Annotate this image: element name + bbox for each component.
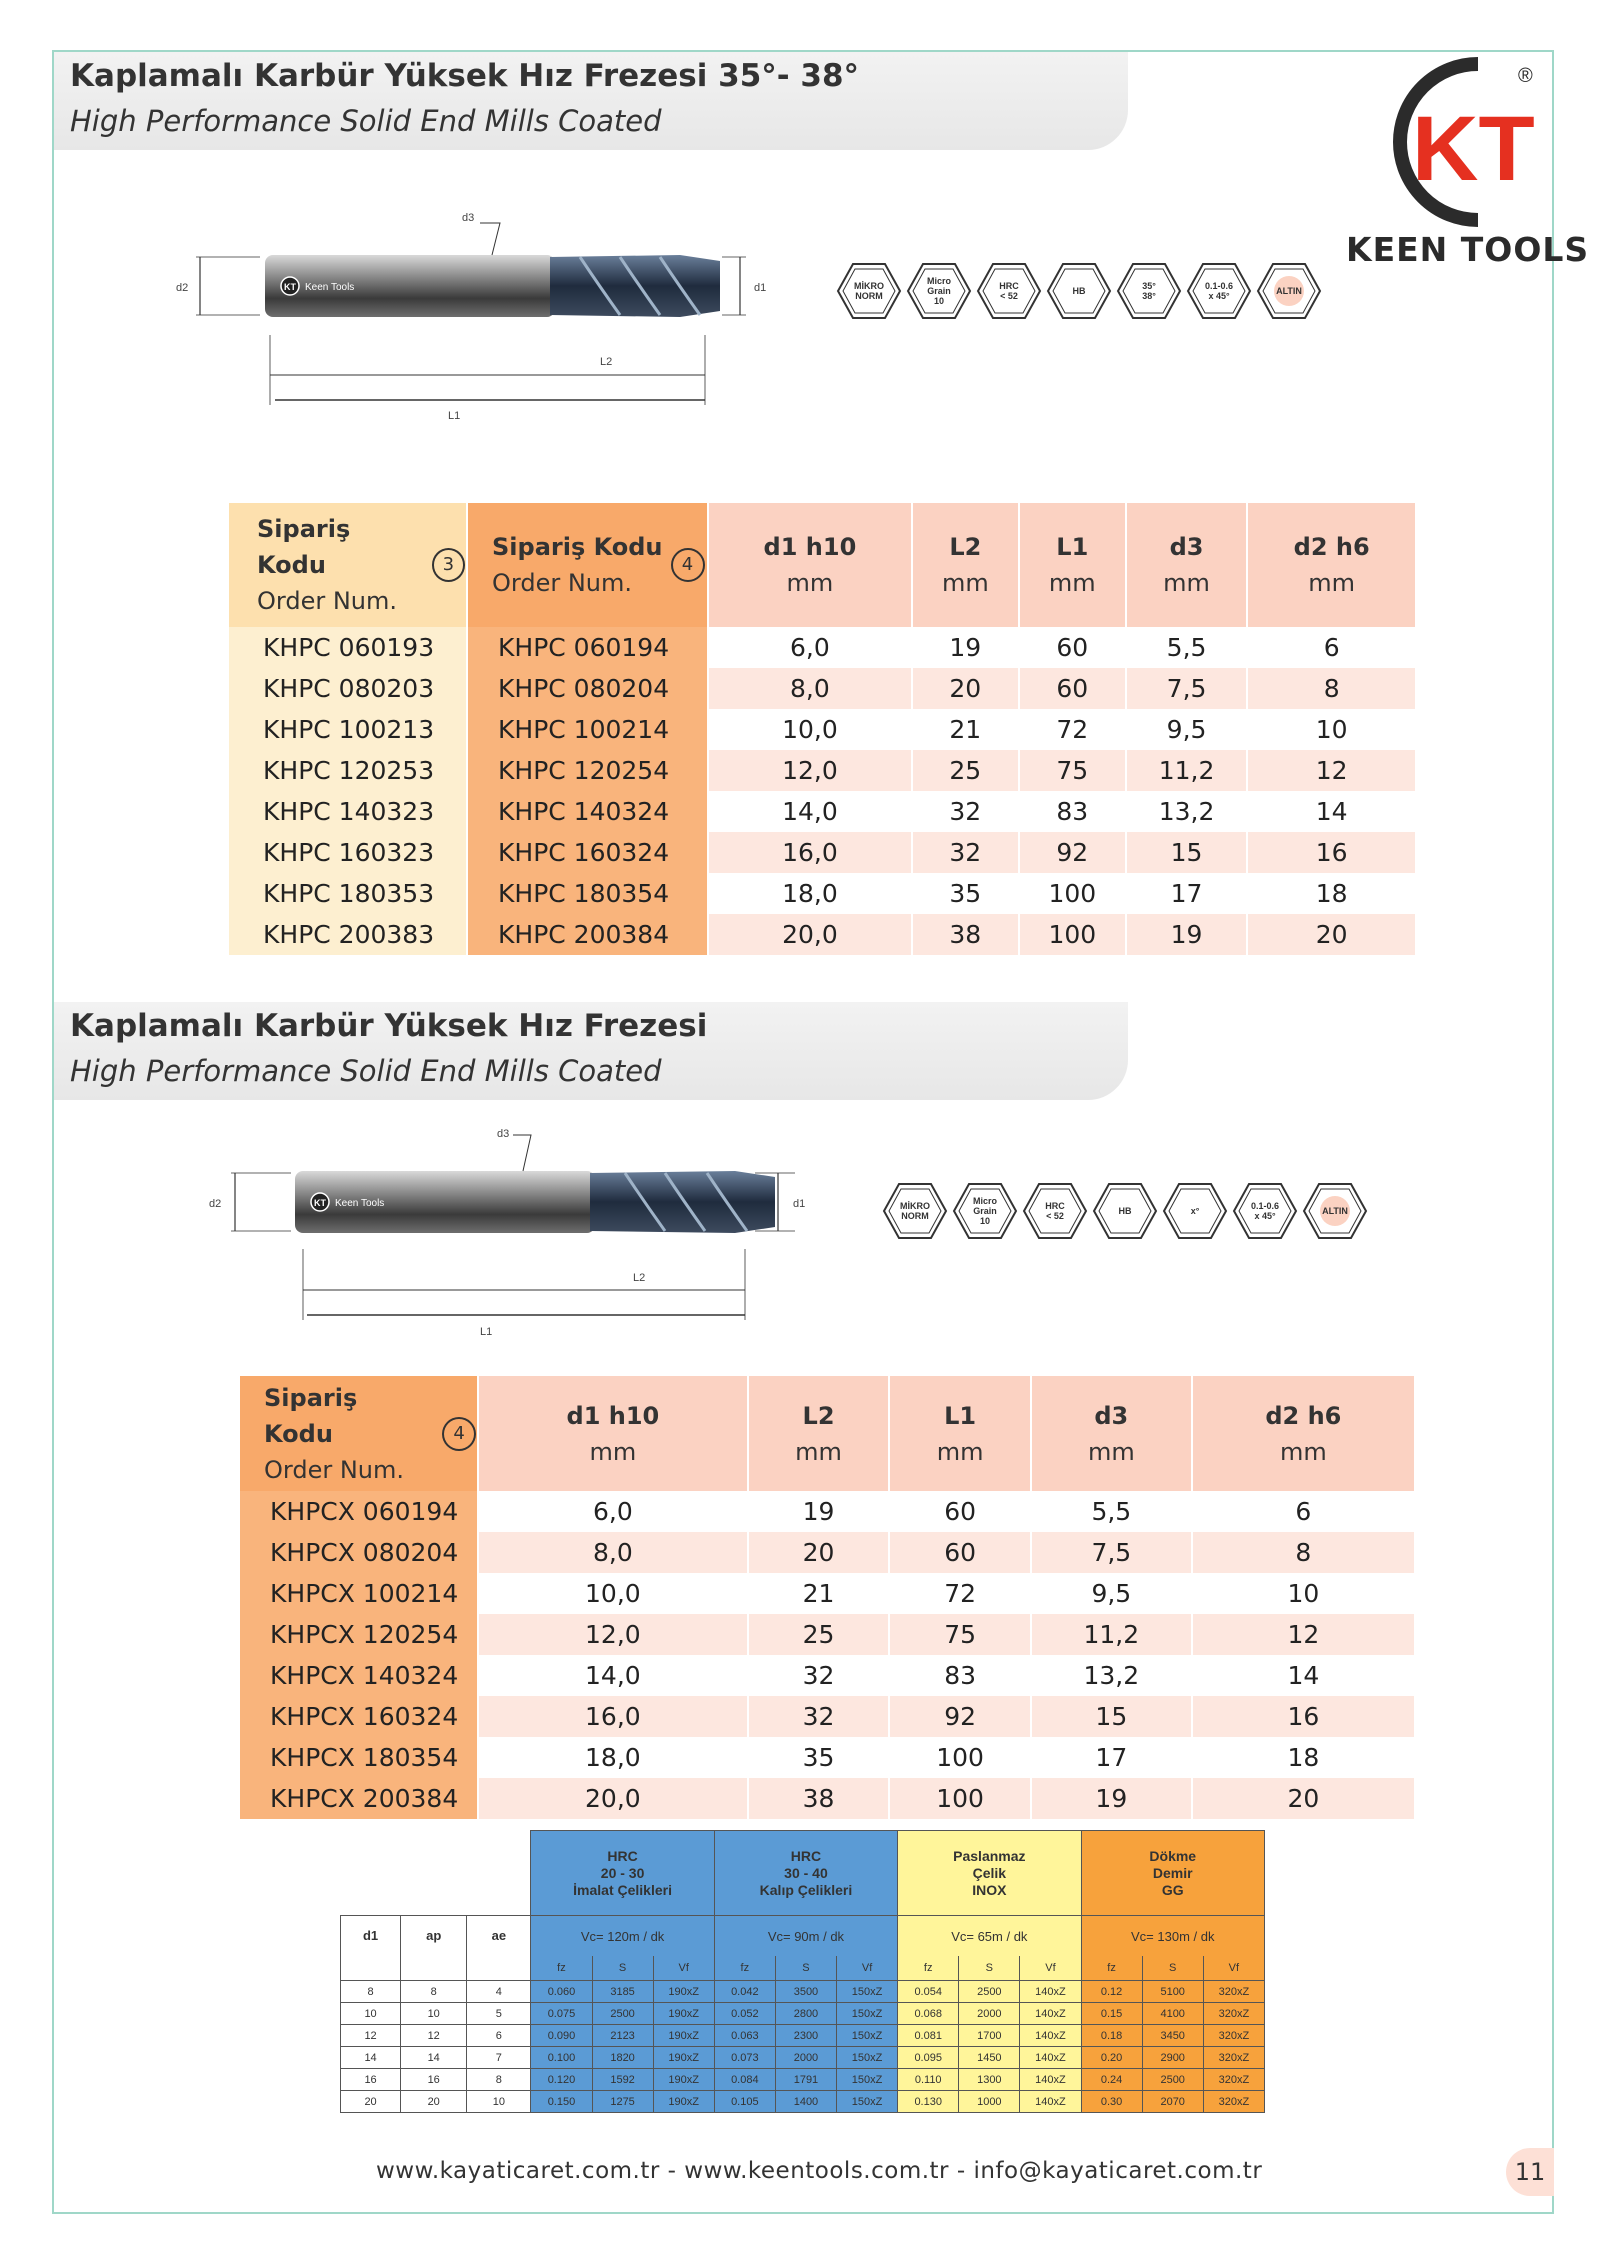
- section1-label-d1: d1: [754, 282, 767, 294]
- section2-icon-3: HB: [1092, 1182, 1158, 1240]
- cut-cell: 320xZ: [1203, 1981, 1264, 2003]
- cut-cell: 8: [341, 1981, 401, 2003]
- cut-cell: 4: [467, 1981, 531, 2003]
- section2-order-code: KHPCX 080204: [240, 1532, 478, 1573]
- section1-dimension-value: 14,0: [708, 791, 912, 832]
- brand-name: KEEN TOOLS: [1346, 230, 1590, 269]
- logo-monogram: KT: [1412, 98, 1535, 200]
- section1-order-code: KHPC 100213: [229, 709, 467, 750]
- cut-cell: 140xZ: [1020, 2025, 1081, 2047]
- section2-title-band: [54, 1002, 1128, 1100]
- cut-cell: 2000: [775, 2047, 836, 2069]
- section2-dimension-value: 12: [1192, 1614, 1415, 1655]
- section1-order-code: KHPC 120253: [229, 750, 467, 791]
- cut-subheader: S: [775, 1956, 836, 1981]
- section1-shank-text: Keen Tools: [305, 282, 355, 293]
- cut-cell: 10: [341, 2003, 401, 2025]
- section1-icon-3: HB: [1046, 262, 1112, 320]
- cut-subheader: S: [592, 1956, 653, 1981]
- section2-dimension-value: 17: [1031, 1737, 1192, 1778]
- section2-table-row: [240, 1655, 1415, 1696]
- cut-cell: 0.063: [714, 2025, 775, 2047]
- cut-cell: 0.100: [531, 2047, 592, 2069]
- section2-header-d3: d3 mm: [1031, 1376, 1192, 1491]
- section1-header-d3: d3 mm: [1126, 503, 1248, 627]
- section1-header-d2: d2 h6 mm: [1247, 503, 1416, 627]
- section2-dimension-value: 92: [889, 1696, 1031, 1737]
- cut-subheader: Vf: [653, 1956, 714, 1981]
- cut-cell: 1300: [959, 2069, 1020, 2091]
- section1-dimension-value: 16: [1247, 832, 1416, 873]
- section1-dimension-value: 6,0: [708, 627, 912, 668]
- cut-cell: 2500: [1142, 2069, 1203, 2091]
- section2-dimension-value: 8,0: [478, 1532, 748, 1573]
- section1-icon-2: HRC < 52: [976, 262, 1042, 320]
- cut-cell: 0.15: [1081, 2003, 1142, 2025]
- section2-dimension-value: 18,0: [478, 1737, 748, 1778]
- section2-dimension-value: 19: [748, 1491, 890, 1532]
- section1-dimension-value: 19: [1126, 914, 1248, 955]
- cut-cell: 0.068: [898, 2003, 959, 2025]
- section1-dimension-value: 8: [1247, 668, 1416, 709]
- cut-cell: 12: [401, 2025, 467, 2047]
- cut-cell: 0.090: [531, 2025, 592, 2047]
- section2-dimension-value: 8: [1192, 1532, 1415, 1573]
- cut-cell: 0.054: [898, 1981, 959, 2003]
- section1-dimension-value: 83: [1019, 791, 1126, 832]
- section2-dimension-value: 35: [748, 1737, 890, 1778]
- section1-label-L1: L1: [448, 410, 461, 422]
- section1-dimension-value: 75: [1019, 750, 1126, 791]
- cut-group-4: Dökme Demir GG: [1081, 1831, 1264, 1916]
- cut-cell: 0.130: [898, 2091, 959, 2113]
- section1-order-code: KHPC 080203: [229, 668, 467, 709]
- section1-dimension-value: 17: [1126, 873, 1248, 914]
- section1-header-L2: L2 mm: [912, 503, 1019, 627]
- section2-dimension-value: 21: [748, 1573, 890, 1614]
- cut-cell: 16: [401, 2069, 467, 2091]
- section1-label-d3: d3: [462, 212, 475, 224]
- cut-cell: 140xZ: [1020, 2003, 1081, 2025]
- section2-dimension-value: 32: [748, 1655, 890, 1696]
- section2-order-code: KHPCX 120254: [240, 1614, 478, 1655]
- section1-order-code: KHPC 060194: [467, 627, 708, 668]
- section2-dimension-value: 83: [889, 1655, 1031, 1696]
- cut-cell: 0.150: [531, 2091, 592, 2113]
- section1-dimension-value: 20: [912, 668, 1019, 709]
- section2-tool-drawing: [195, 1125, 815, 1350]
- section2-dimension-value: 20,0: [478, 1778, 748, 1819]
- section1-dimension-value: 20,0: [708, 914, 912, 955]
- section2-dimension-value: 16,0: [478, 1696, 748, 1737]
- section2-table-row: [240, 1532, 1415, 1573]
- section1-order-code: KHPC 060193: [229, 627, 467, 668]
- section1-dimension-value: 20: [1247, 914, 1416, 955]
- section2-dimension-value: 12,0: [478, 1614, 748, 1655]
- section1-dimension-value: 10,0: [708, 709, 912, 750]
- section1-dimension-value: 15: [1126, 832, 1248, 873]
- section1-dimension-value: 25: [912, 750, 1019, 791]
- cut-group-3: Paslanmaz Çelik INOX: [898, 1831, 1081, 1916]
- section1-icon-6: ALTIN: [1256, 262, 1322, 320]
- section2-dimension-value: 14,0: [478, 1655, 748, 1696]
- cut-cell: 6: [467, 2025, 531, 2047]
- section1-dimension-value: 7,5: [1126, 668, 1248, 709]
- cut-cell: 0.052: [714, 2003, 775, 2025]
- cut-cell: 4100: [1142, 2003, 1203, 2025]
- cut-cell: 3185: [592, 1981, 653, 2003]
- cut-cell: 140xZ: [1020, 2069, 1081, 2091]
- section2-label-L2: L2: [633, 1272, 646, 1284]
- section1-dimension-value: 6: [1247, 627, 1416, 668]
- footer-contact: www.kayaticaret.com.tr - www.keentools.com.tr - info@kayaticaret.com.tr: [376, 2158, 1263, 2184]
- cut-vc-4: Vc= 130m / dk: [1081, 1916, 1264, 1957]
- section2-order-code: KHPCX 140324: [240, 1655, 478, 1696]
- svg-text:KT: KT: [314, 1198, 326, 1208]
- cut-cell: 2800: [775, 2003, 836, 2025]
- section2-icon-1: Micro Grain 10: [952, 1182, 1018, 1240]
- section2-dimension-value: 75: [889, 1614, 1031, 1655]
- cut-cell: 10: [401, 2003, 467, 2025]
- cut-cell: 190xZ: [653, 2047, 714, 2069]
- section1-order-code: KHPC 100214: [467, 709, 708, 750]
- section2-icon-2: HRC < 52: [1022, 1182, 1088, 1240]
- section1-dimension-value: 12,0: [708, 750, 912, 791]
- cut-cell: 0.120: [531, 2069, 592, 2091]
- cut-cell: 14: [401, 2047, 467, 2069]
- cut-cell: 2123: [592, 2025, 653, 2047]
- section1-dimension-value: 21: [912, 709, 1019, 750]
- section1-icon-5: 0.1-0.6 x 45°: [1186, 262, 1252, 320]
- cut-cell: 20: [341, 2091, 401, 2113]
- cut-cell: 10: [467, 2091, 531, 2113]
- cut-cell: 190xZ: [653, 2025, 714, 2047]
- cut-cell: 150xZ: [837, 2047, 898, 2069]
- cut-cell: 1450: [959, 2047, 1020, 2069]
- section1-table-row: [229, 914, 1416, 955]
- section2-dimension-value: 20: [1192, 1778, 1415, 1819]
- cut-subheader: fz: [714, 1956, 775, 1981]
- cut-cell: 2500: [959, 1981, 1020, 2003]
- section1-order-code: KHPC 180354: [467, 873, 708, 914]
- section2-dimension-value: 25: [748, 1614, 890, 1655]
- section2-header-code: Sipariş Kodu Order Num. 4: [240, 1376, 478, 1491]
- section2-label-d3: d3: [497, 1128, 510, 1140]
- section1-dimension-value: 72: [1019, 709, 1126, 750]
- section1-dimension-value: 32: [912, 791, 1019, 832]
- cut-cell: 150xZ: [837, 2025, 898, 2047]
- cut-cell: 150xZ: [837, 2069, 898, 2091]
- section1-dimension-value: 19: [912, 627, 1019, 668]
- cut-cell: 150xZ: [837, 2091, 898, 2113]
- section1-dimension-value: 92: [1019, 832, 1126, 873]
- section1-header-L1: L1 mm: [1019, 503, 1126, 627]
- section1-dimension-value: 11,2: [1126, 750, 1248, 791]
- section2-dimension-value: 72: [889, 1573, 1031, 1614]
- section2-label-d2: d2: [209, 1198, 222, 1210]
- cut-subheader: S: [1142, 1956, 1203, 1981]
- section1-dimension-value: 18,0: [708, 873, 912, 914]
- section2-dimension-value: 100: [889, 1737, 1031, 1778]
- cut-cell: 0.20: [1081, 2047, 1142, 2069]
- cut-cell: 190xZ: [653, 2069, 714, 2091]
- section1-dimension-value: 60: [1019, 668, 1126, 709]
- page-number: 11: [1506, 2148, 1554, 2196]
- section2-icon-5: 0.1-0.6 x 45°: [1232, 1182, 1298, 1240]
- section1-dimension-value: 100: [1019, 873, 1126, 914]
- section2-label-L1: L1: [480, 1326, 493, 1338]
- section2-table-row: [240, 1573, 1415, 1614]
- section1-header-code-a: Sipariş Kodu Order Num. 3: [229, 503, 467, 627]
- section1-icon-0: MİKRO NORM: [836, 262, 902, 320]
- section1-dimension-value: 100: [1019, 914, 1126, 955]
- section2-dimension-value: 16: [1192, 1696, 1415, 1737]
- section2-header-L1: L1 mm: [889, 1376, 1031, 1491]
- cut-cell: 140xZ: [1020, 2091, 1081, 2113]
- cut-subheader: Vf: [837, 1956, 898, 1981]
- cut-cell: 1791: [775, 2069, 836, 2091]
- section1-dimension-value: 60: [1019, 627, 1126, 668]
- cut-cell: 3450: [1142, 2025, 1203, 2047]
- cut-cell: 1700: [959, 2025, 1020, 2047]
- section1-title: Kaplamalı Karbür Yüksek Hız Frezesi 35°- 38°: [70, 58, 860, 94]
- section1-order-code: KHPC 160324: [467, 832, 708, 873]
- section2-dimension-value: 6,0: [478, 1491, 748, 1532]
- section1-table-row: [229, 668, 1416, 709]
- section1-title-band: [54, 52, 1128, 150]
- section2-title: Kaplamalı Karbür Yüksek Hız Frezesi: [70, 1008, 708, 1044]
- section2-dimension-value: 5,5: [1031, 1491, 1192, 1532]
- cut-group-1: HRC 20 - 30 İmalat Çelikleri: [531, 1831, 714, 1916]
- cut-subheader: Vf: [1020, 1956, 1081, 1981]
- cut-cell: 14: [341, 2047, 401, 2069]
- section1-table-row: [229, 627, 1416, 668]
- section2-icon-0: MİKRO NORM: [882, 1182, 948, 1240]
- section2-order-code: KHPCX 200384: [240, 1778, 478, 1819]
- cut-cell: 8: [467, 2069, 531, 2091]
- section2-table-row: [240, 1737, 1415, 1778]
- cut-table-row: [341, 2025, 1265, 2047]
- section2-feature-icons: [882, 1182, 1368, 1240]
- section1-header-code-b: Sipariş Kodu Order Num. 4: [467, 503, 708, 627]
- section1-dimension-value: 35: [912, 873, 1019, 914]
- section2-dimension-value: 20: [748, 1532, 890, 1573]
- cut-subheader: fz: [898, 1956, 959, 1981]
- section2-icon-6: ALTIN: [1302, 1182, 1368, 1240]
- section2-dimension-value: 10,0: [478, 1573, 748, 1614]
- cut-cell: 12: [341, 2025, 401, 2047]
- section2-header-d2: d2 h6 mm: [1192, 1376, 1415, 1491]
- cut-cell: 5: [467, 2003, 531, 2025]
- cut-cell: 190xZ: [653, 1981, 714, 2003]
- cut-header-d1: d1: [341, 1916, 401, 1981]
- cut-cell: 1275: [592, 2091, 653, 2113]
- section1-tool-drawing: [160, 205, 767, 435]
- cut-header-ap: ap: [401, 1916, 467, 1981]
- section2-dimension-value: 18: [1192, 1737, 1415, 1778]
- section2-shank-text: Keen Tools: [335, 1198, 385, 1209]
- section2-icon-4: x°: [1162, 1182, 1228, 1240]
- cut-cell: 20: [401, 2091, 467, 2113]
- cut-cell: 0.073: [714, 2047, 775, 2069]
- section2-dimension-value: 9,5: [1031, 1573, 1192, 1614]
- cut-cell: 150xZ: [837, 1981, 898, 2003]
- cut-cell: 5100: [1142, 1981, 1203, 2003]
- section1-table-row: [229, 873, 1416, 914]
- section1-subtitle: High Performance Solid End Mills Coated: [70, 104, 662, 138]
- section1-dimension-value: 38: [912, 914, 1019, 955]
- cut-table-row: [341, 2047, 1265, 2069]
- section1-order-code: KHPC 140323: [229, 791, 467, 832]
- section2-order-code: KHPCX 160324: [240, 1696, 478, 1737]
- section2-dimension-value: 100: [889, 1778, 1031, 1819]
- cut-group-2: HRC 30 - 40 Kalıp Çelikleri: [714, 1831, 897, 1916]
- section1-header-d1: d1 h10 mm: [708, 503, 912, 627]
- cut-cell: 7: [467, 2047, 531, 2069]
- section1-dimension-value: 13,2: [1126, 791, 1248, 832]
- svg-text:KT: KT: [284, 282, 296, 292]
- section2-dimension-value: 7,5: [1031, 1532, 1192, 1573]
- section2-dimension-value: 13,2: [1031, 1655, 1192, 1696]
- cut-cell: 0.18: [1081, 2025, 1142, 2047]
- section1-table-row: [229, 709, 1416, 750]
- section1-dimension-value: 8,0: [708, 668, 912, 709]
- cut-cell: 2070: [1142, 2091, 1203, 2113]
- cut-cell: 150xZ: [837, 2003, 898, 2025]
- section1-label-d2: d2: [176, 282, 189, 294]
- cut-cell: 1400: [775, 2091, 836, 2113]
- section1-order-code: KHPC 140324: [467, 791, 708, 832]
- cut-vc-1: Vc= 120m / dk: [531, 1916, 714, 1957]
- section1-dimension-value: 5,5: [1126, 627, 1248, 668]
- cut-subheader: fz: [531, 1956, 592, 1981]
- section2-dimension-value: 32: [748, 1696, 890, 1737]
- cut-cell: 0.095: [898, 2047, 959, 2069]
- section2-dimension-value: 60: [889, 1491, 1031, 1532]
- cut-cell: 2300: [775, 2025, 836, 2047]
- section2-dimension-value: 6: [1192, 1491, 1415, 1532]
- section2-header-d1: d1 h10 mm: [478, 1376, 748, 1491]
- section1-table-row: [229, 750, 1416, 791]
- section1-dimension-value: 18: [1247, 873, 1416, 914]
- cutting-parameters-table: [340, 1830, 1265, 2113]
- section2-table-row: [240, 1614, 1415, 1655]
- cut-table-row: [341, 2003, 1265, 2025]
- section2-spec-table: [240, 1376, 1416, 1819]
- cut-cell: 0.075: [531, 2003, 592, 2025]
- cut-cell: 2500: [592, 2003, 653, 2025]
- section2-table-row: [240, 1696, 1415, 1737]
- section2-dimension-value: 19: [1031, 1778, 1192, 1819]
- cut-header-ae: ae: [467, 1916, 531, 1981]
- section1-order-code: KHPC 180353: [229, 873, 467, 914]
- section2-dimension-value: 38: [748, 1778, 890, 1819]
- section2-table-row: [240, 1491, 1415, 1532]
- section1-order-code: KHPC 120254: [467, 750, 708, 791]
- section1-order-code: KHPC 160323: [229, 832, 467, 873]
- section2-dimension-value: 11,2: [1031, 1614, 1192, 1655]
- cut-table-row: [341, 2091, 1265, 2113]
- section2-dimension-value: 10: [1192, 1573, 1415, 1614]
- cut-cell: 8: [401, 1981, 467, 2003]
- cut-cell: 0.30: [1081, 2091, 1142, 2113]
- section2-order-code: KHPCX 060194: [240, 1491, 478, 1532]
- cut-table-row: [341, 2069, 1265, 2091]
- section1-order-code: KHPC 200384: [467, 914, 708, 955]
- registered-mark: ®: [1518, 65, 1533, 87]
- cut-cell: 0.12: [1081, 1981, 1142, 2003]
- cut-cell: 0.084: [714, 2069, 775, 2091]
- cut-cell: 0.110: [898, 2069, 959, 2091]
- cut-cell: 2900: [1142, 2047, 1203, 2069]
- cut-table-row: [341, 1981, 1265, 2003]
- cut-vc-3: Vc= 65m / dk: [898, 1916, 1081, 1957]
- section2-dimension-value: 14: [1192, 1655, 1415, 1696]
- cut-cell: 1000: [959, 2091, 1020, 2113]
- cut-subheader: Vf: [1203, 1956, 1264, 1981]
- cut-cell: 320xZ: [1203, 2069, 1264, 2091]
- section2-table-row: [240, 1778, 1415, 1819]
- cut-cell: 320xZ: [1203, 2003, 1264, 2025]
- section1-dimension-value: 10: [1247, 709, 1416, 750]
- section1-dimension-value: 32: [912, 832, 1019, 873]
- section1-icon-1: Micro Grain 10: [906, 262, 972, 320]
- section1-dimension-value: 9,5: [1126, 709, 1248, 750]
- cut-cell: 1820: [592, 2047, 653, 2069]
- cut-cell: 0.042: [714, 1981, 775, 2003]
- section1-dimension-value: 14: [1247, 791, 1416, 832]
- cut-cell: 140xZ: [1020, 1981, 1081, 2003]
- section2-order-code: KHPCX 100214: [240, 1573, 478, 1614]
- section2-dimension-value: 15: [1031, 1696, 1192, 1737]
- cut-cell: 1592: [592, 2069, 653, 2091]
- section1-order-code: KHPC 080204: [467, 668, 708, 709]
- cut-cell: 3500: [775, 1981, 836, 2003]
- section2-dimension-value: 60: [889, 1532, 1031, 1573]
- section2-label-d1: d1: [793, 1198, 806, 1210]
- cut-cell: 16: [341, 2069, 401, 2091]
- section1-spec-table: [229, 503, 1417, 955]
- cut-cell: 0.105: [714, 2091, 775, 2113]
- section1-icon-4: 35° 38°: [1116, 262, 1182, 320]
- cut-cell: 320xZ: [1203, 2025, 1264, 2047]
- cut-vc-2: Vc= 90m / dk: [714, 1916, 897, 1957]
- cut-cell: 0.060: [531, 1981, 592, 2003]
- cut-cell: 140xZ: [1020, 2047, 1081, 2069]
- section1-order-code: KHPC 200383: [229, 914, 467, 955]
- cut-cell: 190xZ: [653, 2003, 714, 2025]
- section1-label-L2: L2: [600, 356, 613, 368]
- section2-header-L2: L2 mm: [748, 1376, 890, 1491]
- section1-dimension-value: 16,0: [708, 832, 912, 873]
- cut-cell: 320xZ: [1203, 2091, 1264, 2113]
- section2-order-code: KHPCX 180354: [240, 1737, 478, 1778]
- cut-subheader: fz: [1081, 1956, 1142, 1981]
- cut-cell: 190xZ: [653, 2091, 714, 2113]
- section1-dimension-value: 12: [1247, 750, 1416, 791]
- section1-table-row: [229, 791, 1416, 832]
- section2-subtitle: High Performance Solid End Mills Coated: [70, 1054, 662, 1088]
- cut-subheader: S: [959, 1956, 1020, 1981]
- cut-cell: 320xZ: [1203, 2047, 1264, 2069]
- cut-cell: 2000: [959, 2003, 1020, 2025]
- cut-cell: 0.081: [898, 2025, 959, 2047]
- section1-feature-icons: [836, 262, 1322, 320]
- section1-table-row: [229, 832, 1416, 873]
- cut-cell: 0.24: [1081, 2069, 1142, 2091]
